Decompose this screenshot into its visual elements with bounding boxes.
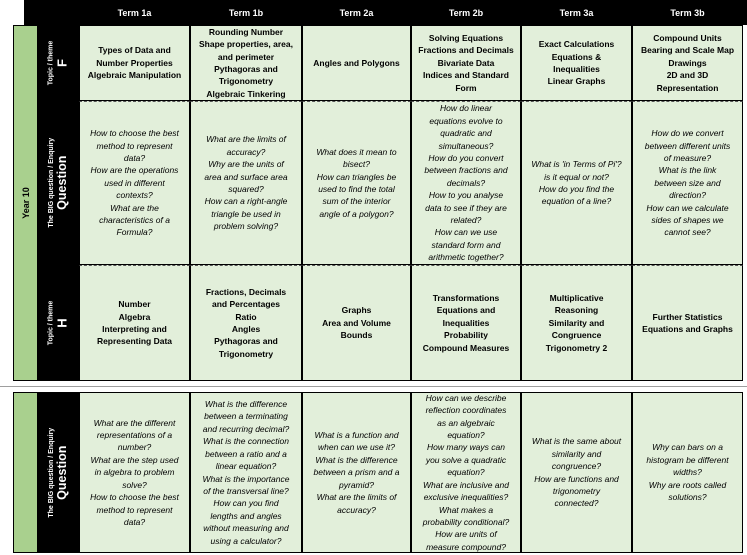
f-topic-cell: Types of Data and Number Properties Algebraic Manipulation bbox=[79, 25, 190, 101]
column-header-5: Term 3a bbox=[521, 0, 632, 25]
f-topic-cell: Exact Calculations Equations & Inequalities Linear Graphs bbox=[521, 25, 632, 101]
side-label-h-question-big-text: Question bbox=[54, 445, 69, 500]
side-label-f-topic-small-text: Topic / theme bbox=[47, 40, 55, 86]
year-label-text: Year 10 bbox=[20, 187, 31, 219]
side-label-f-question bbox=[38, 101, 79, 265]
f-question-cell: What are the limits of accuracy? Why are the units of area and surface area squared? How can a right-angle triangle be used in problem solving? bbox=[190, 101, 302, 265]
side-label-h-topic-big-text: H bbox=[54, 318, 70, 328]
f-topic-cell: Rounding Number Shape properties, area, and perimeter Pythagoras and Trigonometry Algebraic Tinkering bbox=[190, 25, 302, 101]
f-question-cell: How to choose the best method to represent data? How are the operations used in different contexts? What are the characteristics of a Formula? bbox=[79, 101, 190, 265]
side-label-f-question-big-text: Question bbox=[54, 155, 69, 211]
h-question-cell: How can we describe reflection coordinates as an algebraic equation? How many ways can you solve a quadratic equation? What are inclusive and exclusive inequalities? What makes a probability conditional? How are units of measure compound? bbox=[411, 392, 521, 553]
side-label-f-topic bbox=[38, 25, 79, 101]
year-label bbox=[13, 25, 38, 381]
h-question-cell: Why can bars on a histogram be different widths? Why are roots called solutions? bbox=[632, 392, 743, 553]
side-label-f-question-small-text: The BIG question / Enquiry bbox=[47, 138, 55, 228]
section-divider bbox=[0, 386, 747, 387]
column-header-6: Term 3b bbox=[632, 0, 743, 25]
f-topic-cell: Solving Equations Fractions and Decimals Bivariate Data Indices and Standard Form bbox=[411, 25, 521, 101]
h-question-cell: What is the difference between a terminating and recurring decimal? What is the connection between a ratio and a linear equation? What is the importance of the transversal line? How can you find lengths and angles without measuring and using a calculator? bbox=[190, 392, 302, 553]
h-topic-cell: Fractions, Decimals and Percentages Ratio Angles Pythagoras and Trigonometry bbox=[190, 265, 302, 381]
h-question-cell: What is a function and when can we use it? What is the difference between a prism and a pyramid? What are the limits of accuracy? bbox=[302, 392, 411, 553]
column-header-1: Term 1a bbox=[79, 0, 190, 25]
side-label-h-topic-small-text: Topic / theme bbox=[47, 300, 55, 346]
h-question-cell: What are the different representations of a number? What are the step used in algebra to problem solve? How to choose the best method to represent data? bbox=[79, 392, 190, 553]
f-topic-cell: Angles and Polygons bbox=[302, 25, 411, 101]
side-label-f-topic-big-text: F bbox=[54, 59, 70, 67]
h-topic-cell: Further Statistics Equations and Graphs bbox=[632, 265, 743, 381]
h-topic-cell: Multiplicative Reasoning Similarity and Congruence Trigonometry 2 bbox=[521, 265, 632, 381]
h-topic-cell: Number Algebra Interpreting and Representing Data bbox=[79, 265, 190, 381]
h-topic-cell: Transformations Equations and Inequalities Probability Compound Measures bbox=[411, 265, 521, 381]
f-question-cell: What is 'in Terms of Pi'? is it equal or not? How do you find the equation of a line? bbox=[521, 101, 632, 265]
f-question-cell: How do linear equations evolve to quadratic and simultaneous? How do you convert between fractions and decimals? How to you analyse data to see if they are related? How can we use standard form and arithmetic together? bbox=[411, 101, 521, 265]
side-label-h-question-small-text: The BIG question / Enquiry bbox=[47, 427, 55, 518]
year-strip-lower bbox=[13, 392, 38, 553]
side-label-h-topic bbox=[38, 265, 79, 381]
h-topic-cell: Graphs Area and Volume Bounds bbox=[302, 265, 411, 381]
side-label-h-question bbox=[38, 392, 79, 553]
header-corner bbox=[0, 0, 24, 25]
f-question-cell: How do we convert between different units of measure? What is the link between size and direction? How can we calculate sides of shapes we cannot see? bbox=[632, 101, 743, 265]
f-topic-cell: Compound Units Bearing and Scale Map Drawings 2D and 3D Representation bbox=[632, 25, 743, 101]
column-header-3: Term 2a bbox=[302, 0, 411, 25]
h-question-cell: What is the same about similarity and congruence? How are functions and trigonometry connected? bbox=[521, 392, 632, 553]
f-question-cell: What does it mean to bisect? How can triangles be used to find the total sum of the interior angle of a polygon? bbox=[302, 101, 411, 265]
column-header-2: Term 1b bbox=[190, 0, 302, 25]
column-header-4: Term 2b bbox=[411, 0, 521, 25]
